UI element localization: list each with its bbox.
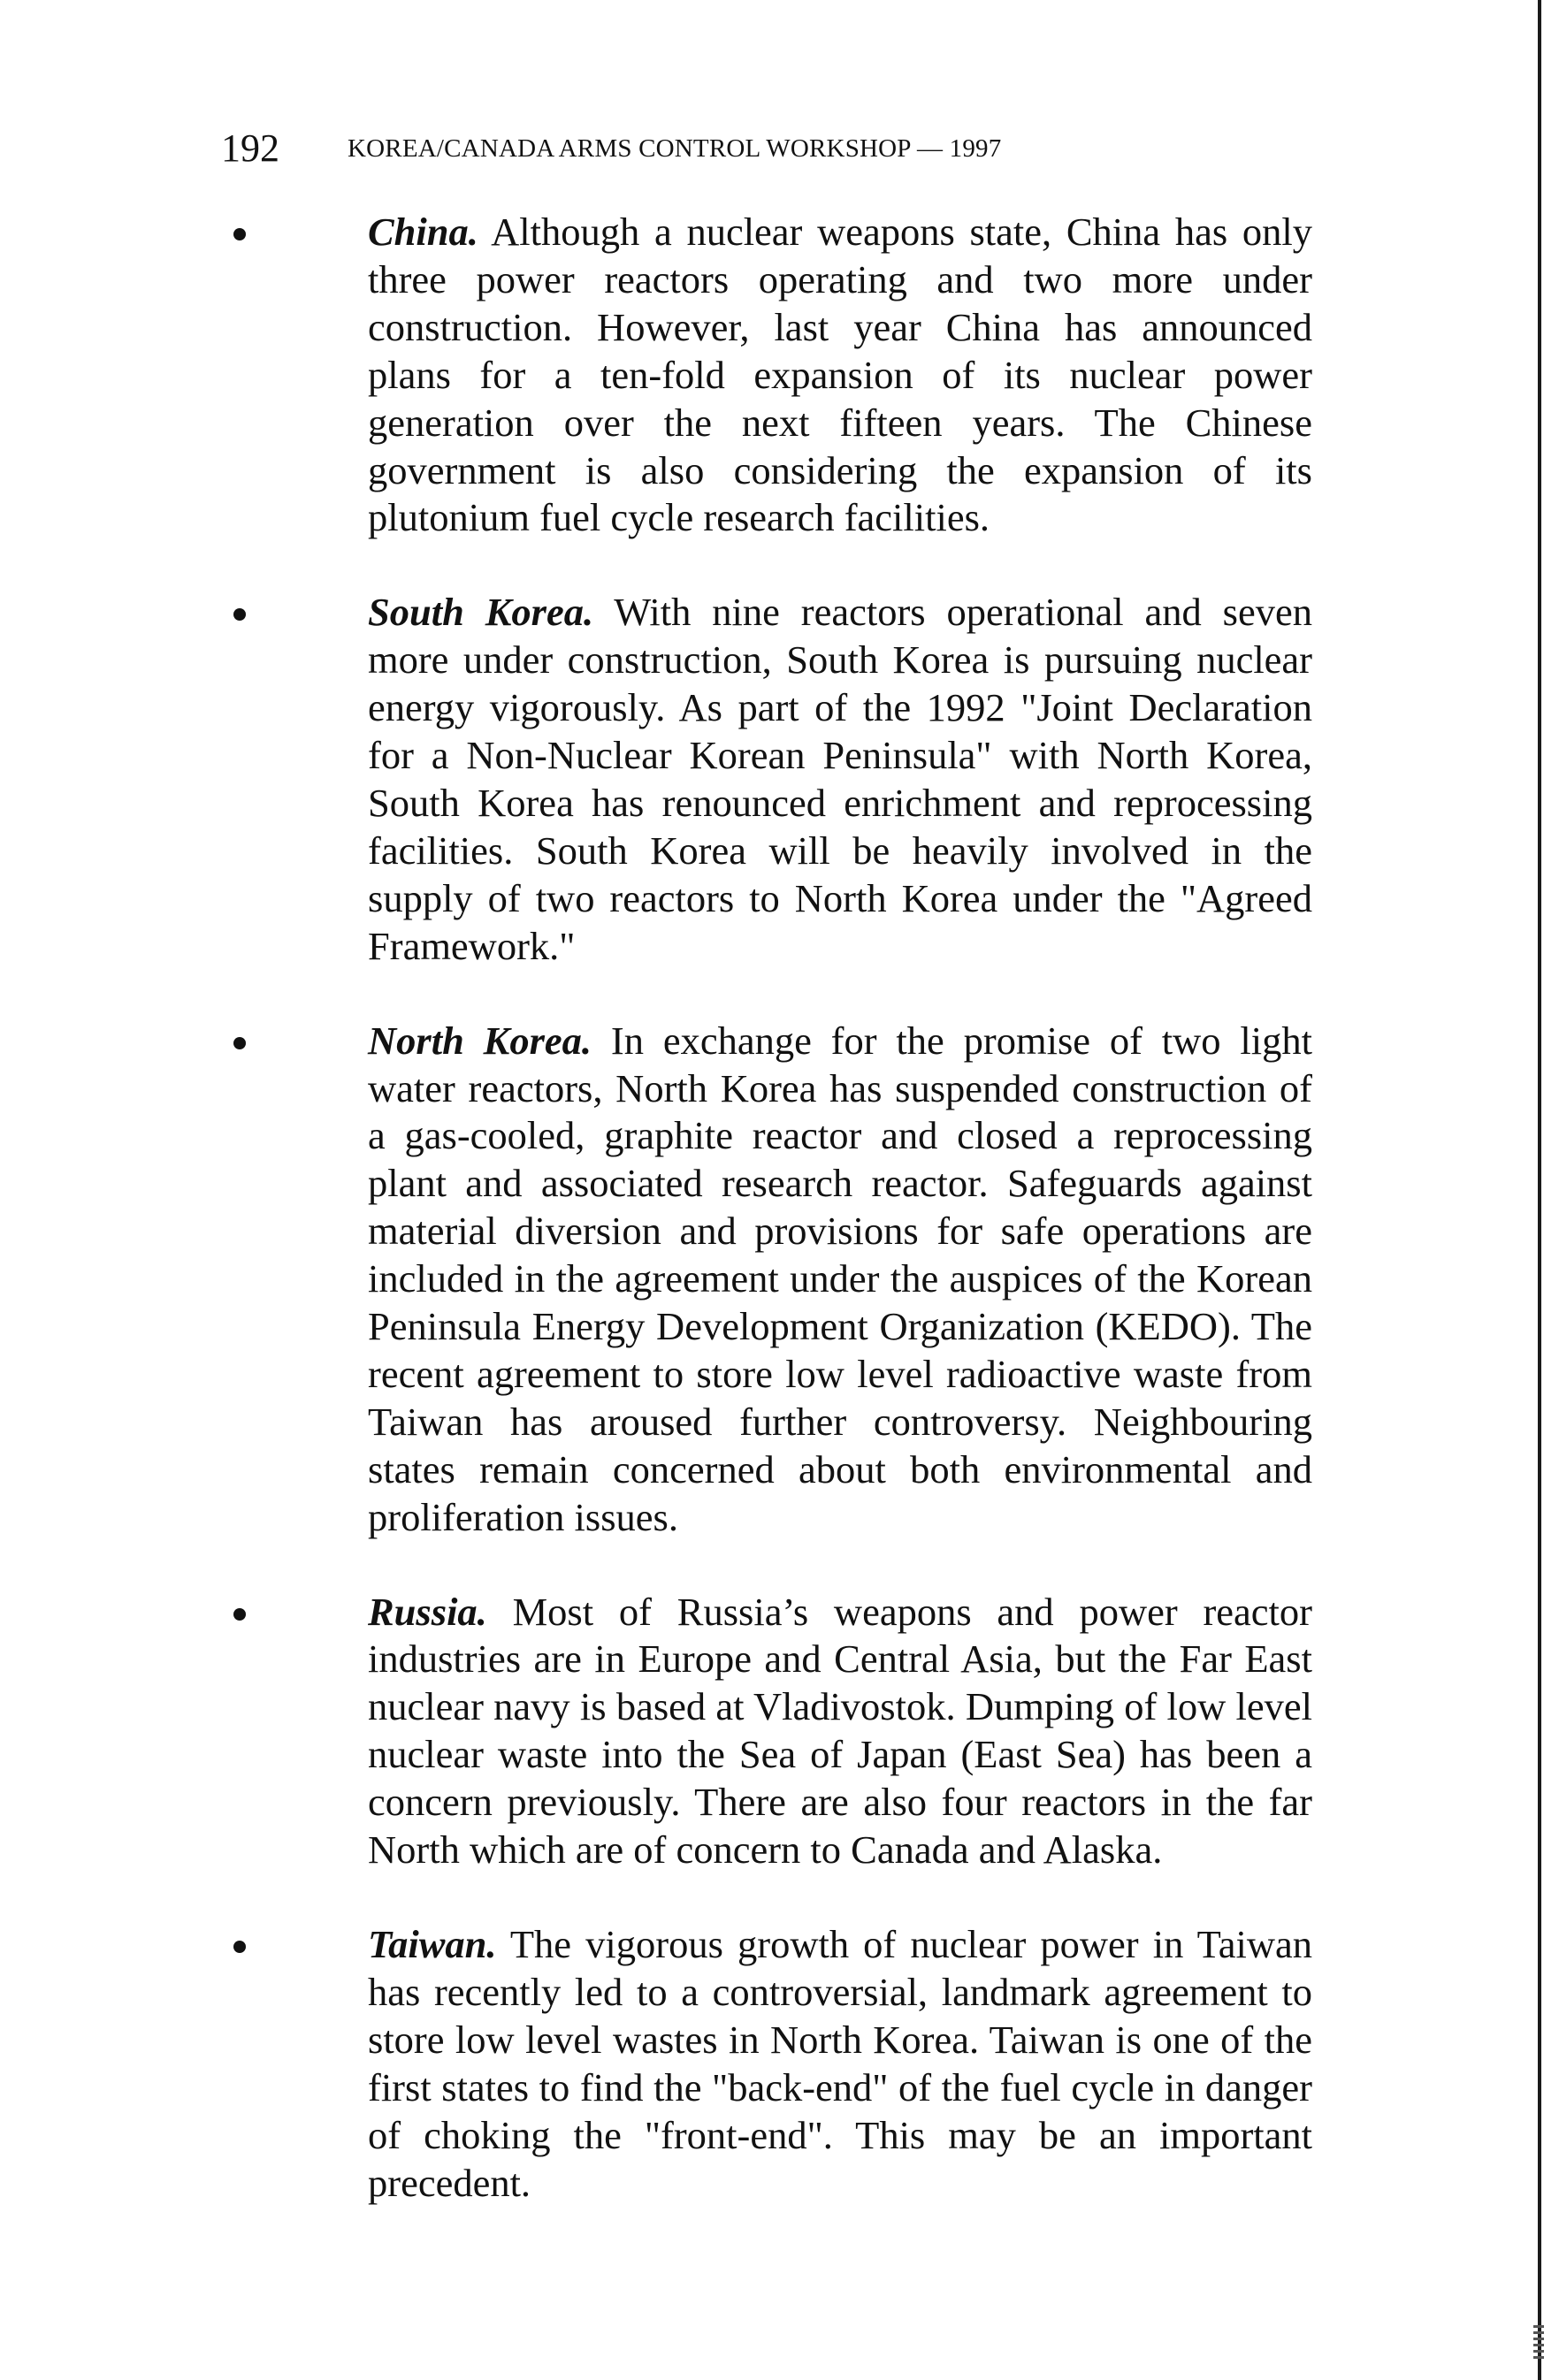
bullet-icon <box>233 1608 246 1621</box>
entry-title: Russia. <box>368 1589 487 1634</box>
page-number: 192 <box>221 126 279 170</box>
bullet-item-china <box>221 209 1312 542</box>
bullet-icon <box>233 1037 246 1049</box>
entry-title: North Korea. <box>368 1018 592 1063</box>
entry-title: South Korea. <box>368 590 594 635</box>
running-head: KOREA/CANADA ARMS CONTROL WORKSHOP — 1997 <box>348 134 1002 163</box>
entry-title: Taiwan. <box>368 1922 497 1966</box>
page-header <box>221 122 1459 175</box>
entry-title: China. <box>368 210 478 254</box>
entry-text: With nine reactors operational and seven more under construction, South Korea is pursuing nuclear energy vigorously. As part of the 1992 "Joint Declaration for a Non-Nuclear Korean Peninsula" with North Korea, South Korea has renounced enrichment and reprocessing facilities. South Korea will be heavily involved in the supply of two reactors to North Korea under the "Agreed Framework." <box>368 590 1312 968</box>
bullet-item-south-korea <box>221 589 1312 970</box>
entry-text: The vigorous growth of nuclear power in Taiwan has recently led to a controversial, landmark agreement to store low level wastes in North Korea. Taiwan is one of the first states to find the "back-end" of the fuel cycle in danger of choking the "front-end". This may be an important precedent. <box>368 1922 1312 2205</box>
scan-edge-mark <box>1533 2325 1544 2361</box>
bullet-item-taiwan <box>221 1921 1312 2207</box>
entry-text: Although a nuclear weapons state, China has only three power reactors operating and two more under construction. However, last year China has announced plans for a ten-fold expansion of its nuclear power generation over the next fifteen years. The Chinese government is also considering the expansion of its plutonium fuel cycle research facilities. <box>368 210 1312 540</box>
bullet-icon <box>233 608 246 621</box>
entry-text: Most of Russia’s weapons and power reactor industries are in Europe and Central Asia, but the Far East nuclear navy is based at Vladivostok. Dumping of low level nuclear waste into the Sea of Japan (East Sea) has been a concern previously. There are also four reactors in the far North which are of concern to Canada and Alaska. <box>368 1589 1312 1873</box>
bullet-icon <box>233 1941 246 1953</box>
page-body <box>221 209 1459 2207</box>
bullet-item-north-korea <box>221 1018 1312 1542</box>
bullet-item-russia <box>221 1589 1312 1874</box>
entry-text: In exchange for the promise of two light water reactors, North Korea has suspended construction of a gas-cooled, graphite reactor and closed a reprocessing plant and associated research reactor. Safeguards against material diversion and provisions for safe operations are included in the agreement under the auspices of the Korean Peninsula Energy Development Organization (KEDO). The recent agreement to store low level radioactive waste from Taiwan has aroused further controversy. Neighbouring states remain concerned about both environmental and proliferation issues. <box>368 1018 1312 1539</box>
bullet-icon <box>233 228 246 240</box>
page-edge-rule <box>1538 0 1541 2380</box>
